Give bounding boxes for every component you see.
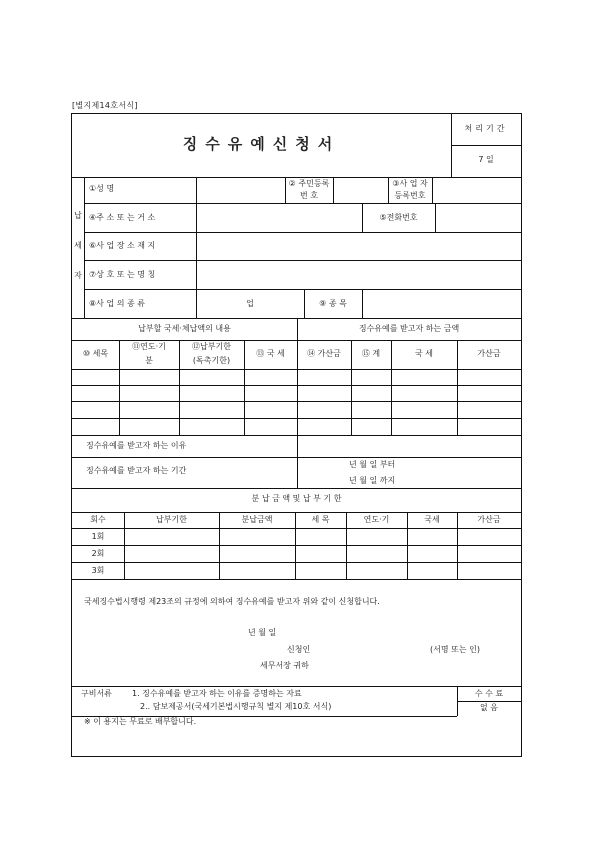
inst-col-tax-item: 세 목 — [311, 515, 330, 524]
col-due-date-1: ⑫납부기한 — [192, 342, 231, 351]
inst-row-2: 2회 — [91, 549, 105, 558]
col-year-period-2: 분 — [145, 356, 153, 365]
free-distribution-note: ※ 이 용지는 무료로 배부합니다. — [84, 717, 197, 726]
deferral-reason-label: 징수유예를 받고자 하는 이유 — [86, 441, 187, 450]
period-from: 년 월 일 부터 — [349, 460, 396, 469]
business-location-label: ⑥사 업 장 소 재 지 — [89, 241, 156, 250]
addressee: 세무서장 귀하 — [260, 661, 309, 670]
documents-label: 구비서류 — [81, 689, 112, 698]
fee-label: 수 수 료 — [474, 689, 504, 698]
inst-col-national-tax: 국세 — [424, 515, 440, 524]
address-label: ④주 소 또 는 거 소 — [89, 213, 156, 222]
application-form — [71, 113, 522, 757]
processing-period-value: 7 일 — [478, 155, 494, 164]
declaration-date: 년 월 일 — [248, 628, 277, 637]
business-type-unit: 업 — [246, 299, 254, 308]
inst-row-1: 1회 — [91, 532, 105, 541]
col-deferral-national-tax: 국 세 — [415, 349, 433, 358]
taxpayer-side-label-2: 세 — [74, 241, 82, 250]
inst-col-round: 회수 — [90, 515, 106, 524]
declaration-text: 국세징수법시행령 제23조의 규정에 의하여 징수유예를 받고자 위와 같이 신청합니다. — [84, 597, 380, 606]
col-deferral-surcharge: 가산금 — [477, 349, 501, 358]
inst-col-amount: 분납금액 — [241, 515, 273, 524]
inst-col-year-period: 연도·기 — [363, 515, 390, 524]
col-tax-item: ⑩ 세목 — [82, 349, 109, 358]
form-title: 징수유예신청서 — [182, 135, 341, 153]
fee-value: 없 음 — [480, 703, 498, 712]
col-national-tax: ⑬ 국 세 — [256, 349, 285, 358]
inst-row-3: 3회 — [91, 566, 105, 575]
documents-item-2: 2.. 담보제공서(국세기본법시행규칙 별지 제10호 서식) — [140, 702, 332, 711]
category-label: ⑨ 종 목 — [319, 299, 347, 308]
taxpayer-side-label-3: 자 — [74, 271, 82, 280]
business-type-label: ⑧사 업 의 종 류 — [89, 299, 145, 308]
tax-content-header: 납부할 국세·체납액의 내용 — [138, 324, 231, 333]
resident-number-label-1: ② 주민등록 — [288, 179, 330, 188]
trade-name-label: ⑦상 호 또 는 명 칭 — [89, 270, 156, 279]
business-reg-label-2: 등록번호 — [394, 191, 426, 200]
installment-title: 분 납 금 액 및 납 부 기 한 — [251, 494, 342, 503]
applicant-line: 신청인 — [287, 645, 311, 654]
documents-item-1: 1. 징수유예를 받고자 하는 이유를 증명하는 자료 — [132, 689, 302, 698]
taxpayer-side-label-1: 납 — [74, 211, 82, 220]
resident-number-label-2: 번 호 — [300, 191, 318, 200]
deferral-period-label: 징수유예를 받고자 하는 기간 — [86, 466, 187, 475]
col-year-period-1: ⑪연도·기 — [132, 342, 166, 351]
name-label: ①성 명 — [89, 184, 115, 193]
business-reg-label-1: ③사 업 자 — [392, 179, 428, 188]
form-number-tag: [별지제14호서식] — [72, 101, 138, 110]
phone-label: ⑤전화번호 — [379, 213, 418, 222]
col-total: ⑮ 계 — [361, 349, 381, 358]
inst-col-surcharge: 가산금 — [477, 515, 501, 524]
deferral-amount-header: 징수유예를 받고자 하는 금액 — [358, 324, 460, 333]
col-due-date-2: (독촉기한) — [192, 356, 231, 365]
inst-col-due-date: 납부기한 — [156, 515, 187, 524]
processing-period-label: 처리기간 — [464, 124, 508, 133]
period-to: 년 월 일 까지 — [349, 476, 396, 485]
signature-note: (서명 또는 인) — [430, 645, 480, 654]
col-surcharge: ⑭ 가산금 — [307, 349, 341, 358]
